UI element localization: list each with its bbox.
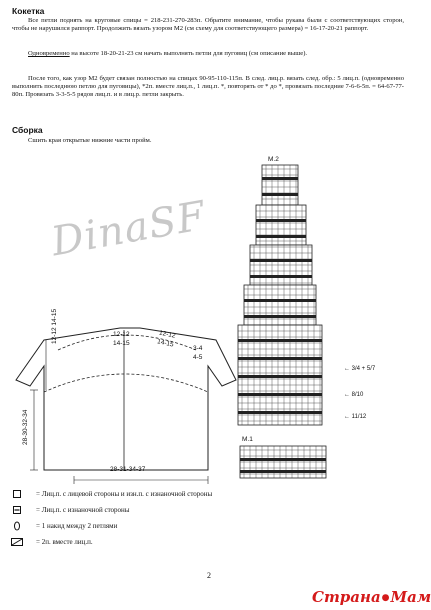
legend-text: = Лиц.п. с изнаночной стороны (36, 506, 130, 514)
yoke-paragraph-2-text: на высоте 18-20-21-23 см начать выполнять петли для пуговиц (см описание выше). (69, 50, 308, 57)
legend-item (10, 537, 93, 547)
logo-word: Мам (390, 588, 431, 606)
yarn-over-icon (10, 521, 24, 531)
measure-width: 28-31-34-37 (110, 466, 146, 473)
measure-neck-1 (113, 330, 130, 348)
legend-text: = Лиц.п. с лицевой стороны и изн.п. с изнаночной стороны (36, 490, 213, 498)
measure-neck-2 (156, 328, 176, 349)
garment-schematic (0, 300, 238, 485)
measure-value: 3-4 (193, 345, 203, 352)
page-number: 2 (207, 571, 211, 580)
section-heading-yoke: Кокетка (12, 6, 45, 16)
marker-label: 11/12 (351, 414, 367, 420)
chart-m1-title: М.1 (242, 436, 253, 443)
measure-value: 14-15 (156, 338, 175, 349)
chart-m2-title: М.2 (268, 156, 279, 163)
measure-value: 12-12 (158, 329, 177, 340)
marker-label: 3/4 + 5/7 (351, 366, 376, 372)
marker-label: 8/10 (351, 392, 364, 398)
chart-m1 (238, 444, 330, 480)
measure-height: 28-30-32-34 (22, 409, 29, 445)
logo-word: Страна (312, 588, 381, 606)
chart-row-marker-2: ← 8/10 (344, 392, 364, 398)
measure-side (50, 309, 59, 344)
yoke-paragraph-2 (12, 50, 404, 58)
square-icon (10, 489, 24, 499)
legend-text: = 1 накид между 2 петлями (36, 522, 118, 530)
measure-value: 4-5 (193, 354, 203, 361)
square-dash-icon (10, 505, 24, 515)
section-heading-assembly: Сборка (12, 125, 43, 135)
k2tog-icon (10, 537, 24, 547)
chart-row-marker-1: ← 3/4 + 5/7 (344, 366, 376, 372)
watermark-text: DinaSF (48, 192, 210, 266)
legend-item (10, 521, 117, 531)
yoke-paragraph-3: После того, как узор М2 будет связан полностью на спицах 90-95-110-115п. В след. лиц.р. вязать след. обр.: 5 лиц.п. (одновременно выполнить последнюю петлю для пуговицы), *2п. вместе лиц.п., 1 лиц.п. *, повторять от * до *, провязать последние 7-6-6-5п. = 64-67-77-80п. Провязать 3-3-5-5 рядов лиц.п. и в лиц.р. петли закрыть. (12, 75, 404, 99)
site-logo: Страна●Мам (312, 588, 431, 606)
measure-value: 14-15 (113, 340, 130, 347)
legend-item (10, 489, 212, 499)
measure-value: 12-12 (113, 331, 130, 338)
chart-m2 (230, 163, 340, 429)
chart-row-marker-3: ← 11/12 (344, 414, 367, 420)
legend-item (10, 505, 130, 515)
yoke-paragraph-1: Все петли поднять на круговые спицы = 218-231-270-283п. Обратите внимание, чтобы рукава были с соответствующих сторон, чтобы не нарушился раппорт. Продолжить вязать узором М2 (см схему для соответствующего размера) = 16-17-20-21 раппорт. (12, 17, 404, 33)
measure-sleeve (193, 344, 202, 362)
underlined-word: Одновременно (28, 50, 70, 57)
assembly-paragraph: Сшить края открытые нижние части пройм. (28, 137, 152, 144)
measure-value: 12-12 14-15 (51, 308, 58, 344)
legend-text: = 2п. вместе лиц.п. (36, 538, 93, 546)
